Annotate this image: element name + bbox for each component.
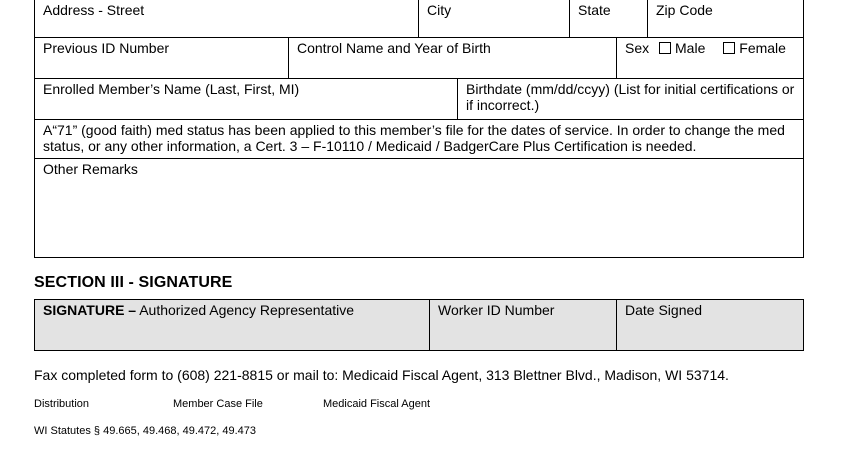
other-remarks-field[interactable] xyxy=(34,158,804,258)
sex-field xyxy=(617,38,803,78)
fax-instructions: Fax completed form to (608) 221-8815 or mail to: Medicaid Fiscal Agent, 313 Blettner Blvd., Madison, WI 53714. xyxy=(34,367,729,383)
member-case-file-label: Member Case File xyxy=(173,398,263,410)
previous-id-label: Previous ID Number xyxy=(43,40,170,56)
male-label: Male xyxy=(675,40,706,56)
signature-label xyxy=(43,302,354,318)
female-label: Female xyxy=(739,40,786,56)
statutes-label: WI Statutes § 49.665, 49.468, 49.472, 49.473 xyxy=(34,425,256,437)
signature-bold: SIGNATURE – xyxy=(43,302,137,318)
signature-rest: Authorized Agency Representative xyxy=(136,302,355,318)
zip-field[interactable] xyxy=(648,0,803,37)
member-name-label: Enrolled Member’s Name (Last, First, MI) xyxy=(43,81,300,97)
signature-field[interactable] xyxy=(35,300,430,350)
city-field[interactable] xyxy=(419,0,570,37)
state-label: State xyxy=(578,2,611,18)
control-name-label: Control Name and Year of Birth xyxy=(297,40,491,56)
name-row xyxy=(34,78,804,120)
section-title: SECTION III - SIGNATURE xyxy=(34,274,233,291)
sex-label: Sex xyxy=(625,40,650,56)
birthdate-field[interactable] xyxy=(458,79,803,119)
id-row xyxy=(34,37,804,79)
worker-id-field[interactable] xyxy=(430,300,617,350)
notice-row xyxy=(34,119,804,159)
fiscal-agent-label: Medicaid Fiscal Agent xyxy=(323,398,430,410)
state-field[interactable] xyxy=(570,0,648,37)
date-signed-label: Date Signed xyxy=(625,302,703,318)
address-row xyxy=(34,0,804,38)
good-faith-notice: A“71” (good faith) med status has been applied to this member’s file for the dates of service. In order to change the med status, or any other information, a Cert. 3 – F-10110 / Medicaid / BadgerCare Plus Certification is needed. xyxy=(43,122,785,154)
female-checkbox[interactable] xyxy=(723,42,735,54)
male-checkbox[interactable] xyxy=(659,42,671,54)
control-name-field[interactable] xyxy=(289,38,617,78)
distribution-label: Distribution xyxy=(34,398,90,410)
member-name-field[interactable] xyxy=(35,79,458,119)
street-label: Address - Street xyxy=(43,2,145,18)
worker-id-label: Worker ID Number xyxy=(438,302,555,318)
sex-group xyxy=(625,40,786,56)
previous-id-field[interactable] xyxy=(35,38,289,78)
signature-row xyxy=(34,299,804,351)
city-label: City xyxy=(427,2,452,18)
street-field[interactable] xyxy=(35,0,419,37)
date-signed-field[interactable] xyxy=(617,300,803,350)
other-remarks-label: Other Remarks xyxy=(43,161,138,177)
birthdate-label: Birthdate (mm/dd/ccyy) (List for initial certifications or if incorrect.) xyxy=(466,81,795,113)
zip-label: Zip Code xyxy=(656,2,713,18)
